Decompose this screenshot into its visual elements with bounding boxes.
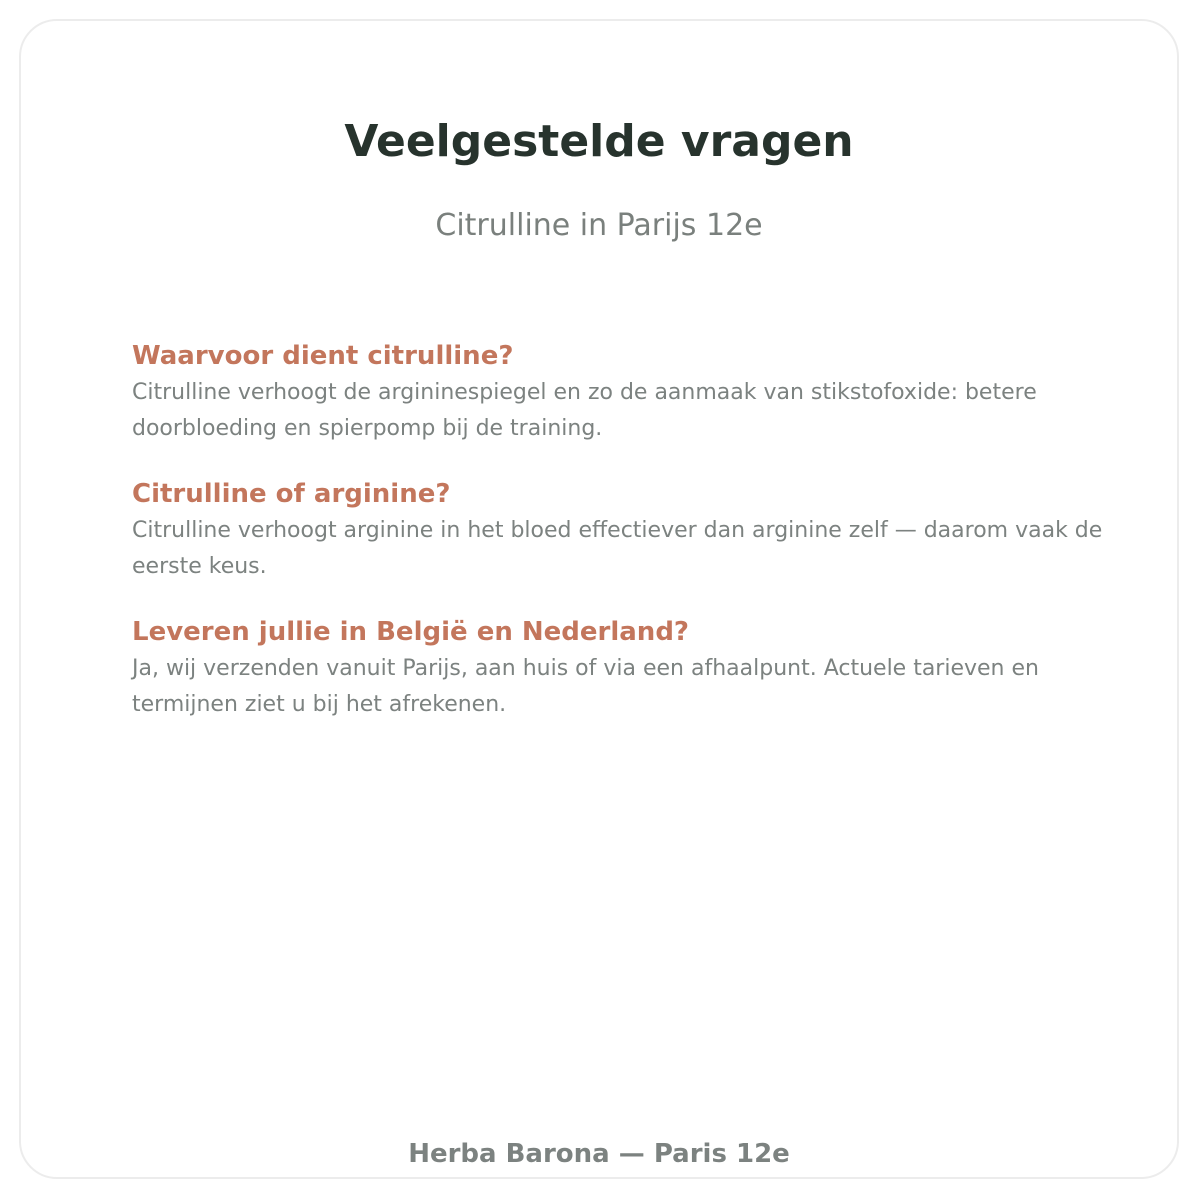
faq-card (19, 19, 1179, 1179)
page-title: Veelgestelde vragen (344, 116, 854, 167)
page-subtitle: Citrulline in Parijs 12e (435, 208, 763, 243)
faq-answer: Citrulline verhoogt arginine in het bloed effectiever dan arginine zelf — daarom vaak de eerste keus. (132, 518, 1103, 579)
footer-brand: Herba Barona — Paris 12e (408, 1139, 790, 1169)
faq-answer: Ja, wij verzenden vanuit Parijs, aan huis of via een afhaalpunt. Actuele tarieven en termijnen ziet u bij het afrekenen. (132, 656, 1039, 717)
faq-item (132, 337, 1122, 447)
faq-item (132, 613, 1122, 723)
faq-question: Waarvoor dient citrulline? (132, 341, 514, 371)
faq-question: Leveren jullie in België en Nederland? (132, 617, 690, 647)
faq-item (132, 475, 1122, 585)
faq-answer: Citrulline verhoogt de argininespiegel en zo de aanmaak van stikstofoxide: betere doorbloeding en spierpomp bij de training. (132, 380, 1037, 441)
faq-list (132, 337, 1122, 751)
faq-question: Citrulline of arginine? (132, 479, 451, 509)
